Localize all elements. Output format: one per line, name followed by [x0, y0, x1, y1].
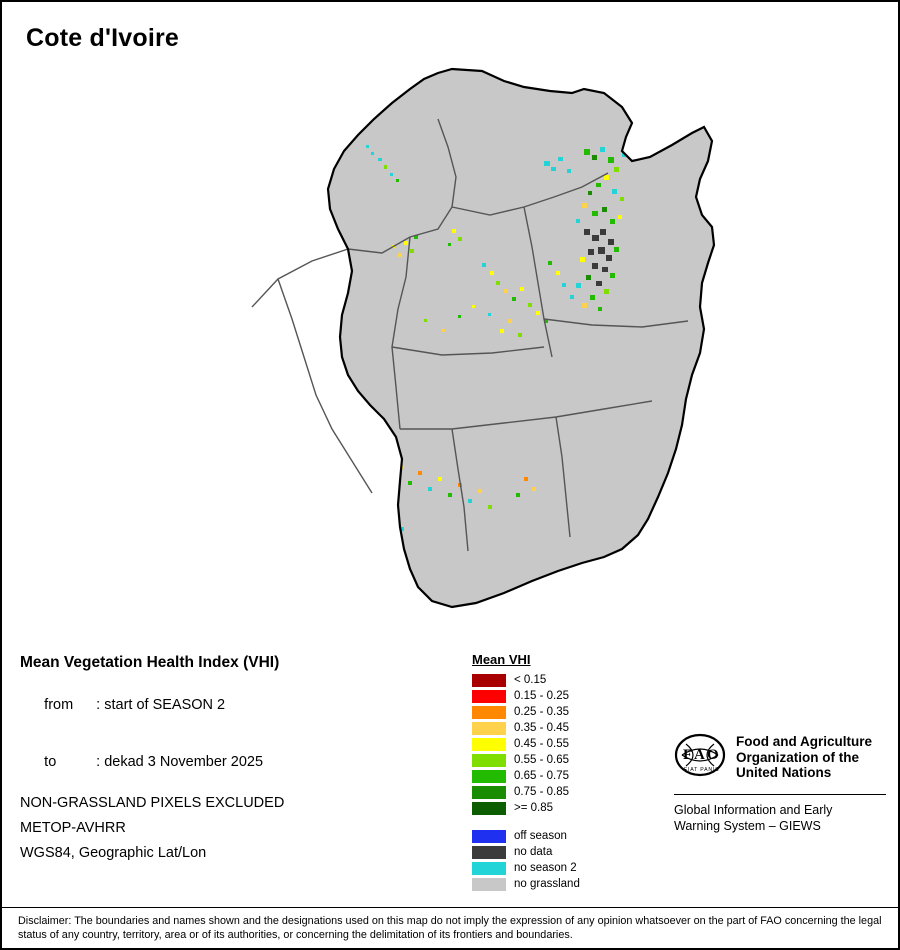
fao-divider [674, 794, 886, 795]
legend-swatch [472, 830, 506, 843]
disclaimer-text: Disclaimer: The boundaries and names shown and the designations used on this map do not imply the expression of any opinion whatsoever on the part of FAO concerning the legal status of any country, territory, area or of its authorities, or concerning the delimitation of its frontiers and boundaries. [2, 907, 898, 948]
legend-item-special [472, 876, 662, 892]
legend-label: 0.15 - 0.25 [514, 689, 569, 702]
legend-swatch [472, 878, 506, 891]
info-sensor: METOP-AVHRR [20, 820, 126, 836]
legend-swatch [472, 846, 506, 859]
info-to-value: : dekad 3 November 2025 [96, 754, 264, 770]
legend-title: Mean VHI [472, 652, 531, 667]
info-projection: WGS84, Geographic Lat/Lon [20, 845, 207, 861]
legend-swatch [472, 706, 506, 719]
legend-swatch [472, 690, 506, 703]
legend-label: no season 2 [514, 861, 577, 874]
legend-swatch [472, 722, 506, 735]
country-map [152, 57, 772, 627]
legend-label: < 0.15 [514, 673, 547, 686]
legend-item-special [472, 828, 662, 844]
legend-label: 0.55 - 0.65 [514, 753, 569, 766]
page-title: Cote d'Ivoire [26, 24, 180, 52]
legend-spacer [472, 816, 662, 828]
map-legend [472, 652, 662, 892]
legend-item [472, 800, 662, 816]
info-to-label: to [44, 754, 57, 770]
info-from-label: from [44, 697, 74, 713]
fao-header [674, 730, 886, 785]
svg-text:O: O [707, 747, 719, 763]
fao-logo-icon [674, 730, 726, 785]
legend-swatch [472, 786, 506, 799]
svg-text:F: F [683, 747, 693, 763]
fao-branding [674, 730, 886, 834]
legend-swatch [472, 802, 506, 815]
legend-label: 0.45 - 0.55 [514, 737, 569, 750]
legend-item [472, 672, 662, 688]
legend-item [472, 704, 662, 720]
legend-swatch [472, 862, 506, 875]
map-canvas [152, 57, 772, 627]
legend-item [472, 784, 662, 800]
fao-unit-name [674, 802, 886, 834]
legend-swatch [472, 738, 506, 751]
legend-swatch [472, 674, 506, 687]
legend-item [472, 736, 662, 752]
legend-label: no grassland [514, 877, 580, 890]
fao-unit-line-2: Warning System – GIEWS [674, 819, 821, 833]
info-heading: Mean Vegetation Health Index (VHI) [20, 654, 280, 671]
info-from-value: : start of SEASON 2 [96, 697, 226, 713]
legend-label: no data [514, 845, 553, 858]
info-exclusion: NON-GRASSLAND PIXELS EXCLUDED [20, 795, 285, 811]
legend-swatch [472, 770, 506, 783]
info-to-row [20, 738, 450, 786]
legend-label: 0.35 - 0.45 [514, 721, 569, 734]
legend-item [472, 720, 662, 736]
legend-item [472, 768, 662, 784]
legend-item [472, 688, 662, 704]
legend-item-special [472, 860, 662, 876]
legend-swatch [472, 754, 506, 767]
legend-label: >= 0.85 [514, 801, 554, 814]
map-info-block [20, 654, 450, 870]
map-pixels [152, 57, 772, 627]
legend-item-special [472, 844, 662, 860]
legend-label: 0.25 - 0.35 [514, 705, 569, 718]
svg-text:FIAT PANIS: FIAT PANIS [684, 767, 720, 773]
info-from-row [20, 681, 450, 729]
legend-label: 0.75 - 0.85 [514, 785, 569, 798]
fao-unit-line-1: Global Information and Early [674, 803, 833, 817]
legend-label: 0.65 - 0.75 [514, 769, 569, 782]
legend-label: off season [514, 829, 567, 842]
svg-text:A: A [694, 747, 705, 763]
legend-item [472, 752, 662, 768]
fao-organization-name: Food and Agriculture Organization of the United Nations [736, 734, 872, 781]
